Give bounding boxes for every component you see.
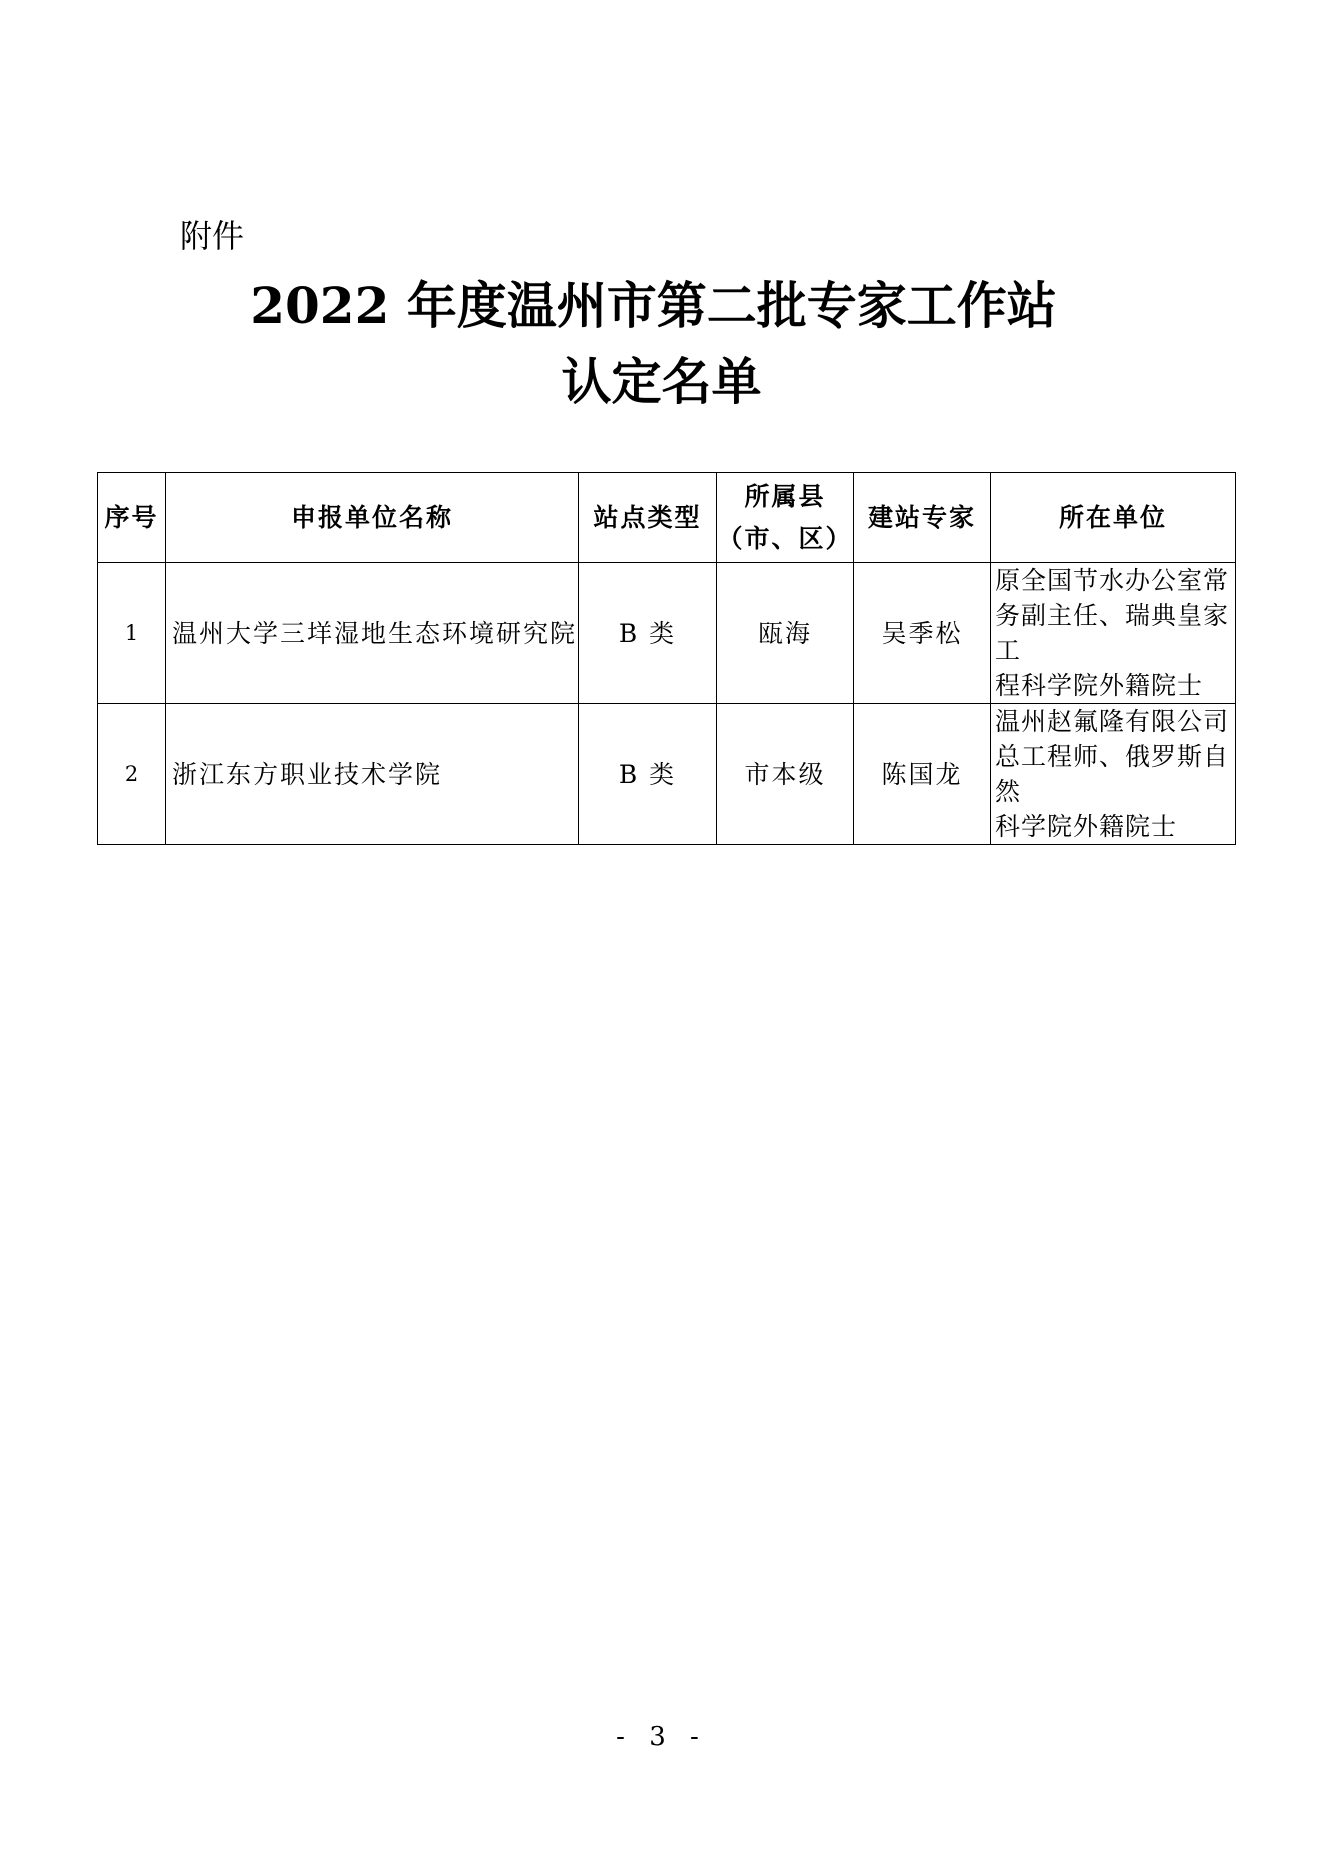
header-county-line-1: 所属县 xyxy=(744,481,826,511)
row-seq: 1 xyxy=(98,563,166,704)
row-organization xyxy=(991,563,1236,704)
header-seq: 序号 xyxy=(98,473,166,563)
document-title-line-2: 认定名单 xyxy=(561,352,762,411)
row-county: 市本级 xyxy=(717,704,854,845)
row-organization xyxy=(991,704,1236,845)
row-organization-line: 原全国节水办公室常 xyxy=(995,566,1230,595)
row-unit-name: 浙江东方职业技术学院 xyxy=(166,704,579,845)
header-organization: 所在单位 xyxy=(991,473,1236,563)
header-unit-name: 申报单位名称 xyxy=(166,473,579,563)
table-row xyxy=(98,704,1236,845)
row-organization-line: 科学院外籍院士 xyxy=(995,812,1178,841)
row-station-type: B 类 xyxy=(579,563,717,704)
row-seq: 2 xyxy=(98,704,166,845)
page-number: - 3 - xyxy=(616,1722,707,1752)
attachment-label: 附件 xyxy=(180,217,245,255)
table-row xyxy=(98,563,1236,704)
row-organization-line: 温州赵氟隆有限公司 xyxy=(995,707,1230,736)
table-header-row xyxy=(98,473,1236,563)
header-county-line-2: （市、区） xyxy=(717,523,853,553)
header-expert: 建站专家 xyxy=(854,473,991,563)
row-organization-line: 务副主任、瑞典皇家工 xyxy=(995,601,1230,665)
document-title-line-1: 2022 年度温州市第二批专家工作站 xyxy=(250,276,1057,335)
expert-station-table xyxy=(97,472,1236,845)
row-organization-line: 总工程师、俄罗斯自然 xyxy=(995,742,1230,806)
row-station-type: B 类 xyxy=(579,704,717,845)
header-station-type: 站点类型 xyxy=(579,473,717,563)
header-county xyxy=(717,473,854,563)
row-organization-line: 程科学院外籍院士 xyxy=(995,671,1204,700)
row-unit-name: 温州大学三垟湿地生态环境研究院 xyxy=(166,563,579,704)
row-expert: 陈国龙 xyxy=(854,704,991,845)
row-county: 瓯海 xyxy=(717,563,854,704)
row-expert: 吴季松 xyxy=(854,563,991,704)
